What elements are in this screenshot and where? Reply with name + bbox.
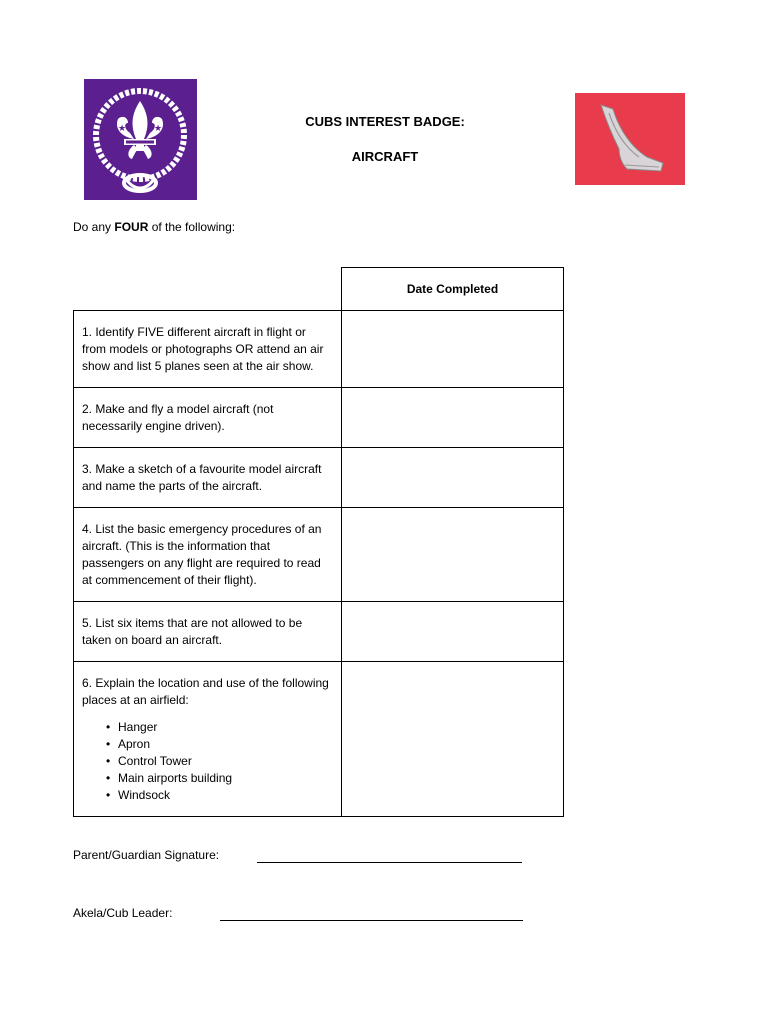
task-cell bbox=[74, 388, 342, 448]
task-text: 2. Make and fly a model aircraft (not necessarily engine driven). bbox=[82, 402, 274, 433]
list-item: • Apron bbox=[106, 736, 333, 753]
date-completed-header: Date Completed bbox=[342, 268, 564, 311]
aircraft-wing-icon bbox=[575, 93, 685, 185]
fleur-de-lis-icon bbox=[84, 79, 197, 200]
task-text: 1. Identify FIVE different aircraft in flight or from models or photographs OR attend an air show and list 5 planes seen at the air show. bbox=[82, 325, 324, 373]
date-completed-cell[interactable] bbox=[342, 388, 564, 448]
parent-signature-line[interactable] bbox=[257, 848, 522, 863]
badge-requirements-table bbox=[73, 267, 564, 817]
list-item: • Hanger bbox=[106, 719, 333, 736]
date-completed-cell[interactable] bbox=[342, 508, 564, 602]
instructions-emphasis: FOUR bbox=[114, 220, 149, 234]
page-subtitle: AIRCRAFT bbox=[351, 149, 419, 164]
table-row bbox=[74, 311, 564, 388]
task-cell bbox=[74, 448, 342, 508]
task-text: 5. List six items that are not allowed to be taken on board an aircraft. bbox=[82, 616, 303, 647]
date-completed-cell[interactable] bbox=[342, 602, 564, 662]
parent-signature-label: Parent/Guardian Signature: bbox=[73, 848, 220, 862]
instructions-suffix: of the following: bbox=[148, 220, 236, 234]
table-row bbox=[74, 508, 564, 602]
task-text bbox=[74, 662, 341, 816]
table-row bbox=[74, 662, 564, 817]
svg-text:★: ★ bbox=[153, 124, 163, 134]
task-cell bbox=[74, 508, 342, 602]
aircraft-badge-image bbox=[575, 93, 685, 185]
list-item: • Control Tower bbox=[106, 753, 333, 770]
table-header-blank-cell bbox=[74, 268, 342, 311]
instructions-prefix: Do any bbox=[73, 220, 115, 234]
task-text: 3. Make a sketch of a favourite model aircraft and name the parts of the aircraft. bbox=[82, 462, 322, 493]
leader-signature-label: Akela/Cub Leader: bbox=[73, 906, 173, 920]
date-completed-cell[interactable] bbox=[342, 448, 564, 508]
table-row bbox=[74, 602, 564, 662]
task-cell bbox=[74, 311, 342, 388]
date-completed-cell[interactable] bbox=[342, 311, 564, 388]
instructions-text bbox=[73, 220, 235, 234]
table-row bbox=[74, 448, 564, 508]
page-title: CUBS INTEREST BADGE: bbox=[305, 114, 465, 129]
date-completed-cell[interactable] bbox=[342, 662, 564, 817]
scout-emblem-logo bbox=[84, 79, 197, 200]
task-cell bbox=[74, 662, 342, 817]
list-item: • Main airports building bbox=[106, 770, 333, 787]
svg-text:★: ★ bbox=[117, 124, 127, 134]
task-cell bbox=[74, 602, 342, 662]
table-header-row bbox=[74, 268, 564, 311]
task-6-text: 6. Explain the location and use of the following places at an airfield: bbox=[82, 676, 329, 707]
table-row bbox=[74, 388, 564, 448]
leader-signature-line[interactable] bbox=[220, 906, 523, 921]
airfield-places-list bbox=[82, 719, 333, 804]
list-item: • Windsock bbox=[106, 787, 333, 804]
task-text: 4. List the basic emergency procedures of an aircraft. (This is the information that passengers on any flight are required to read at commencement of their flight). bbox=[82, 522, 322, 587]
